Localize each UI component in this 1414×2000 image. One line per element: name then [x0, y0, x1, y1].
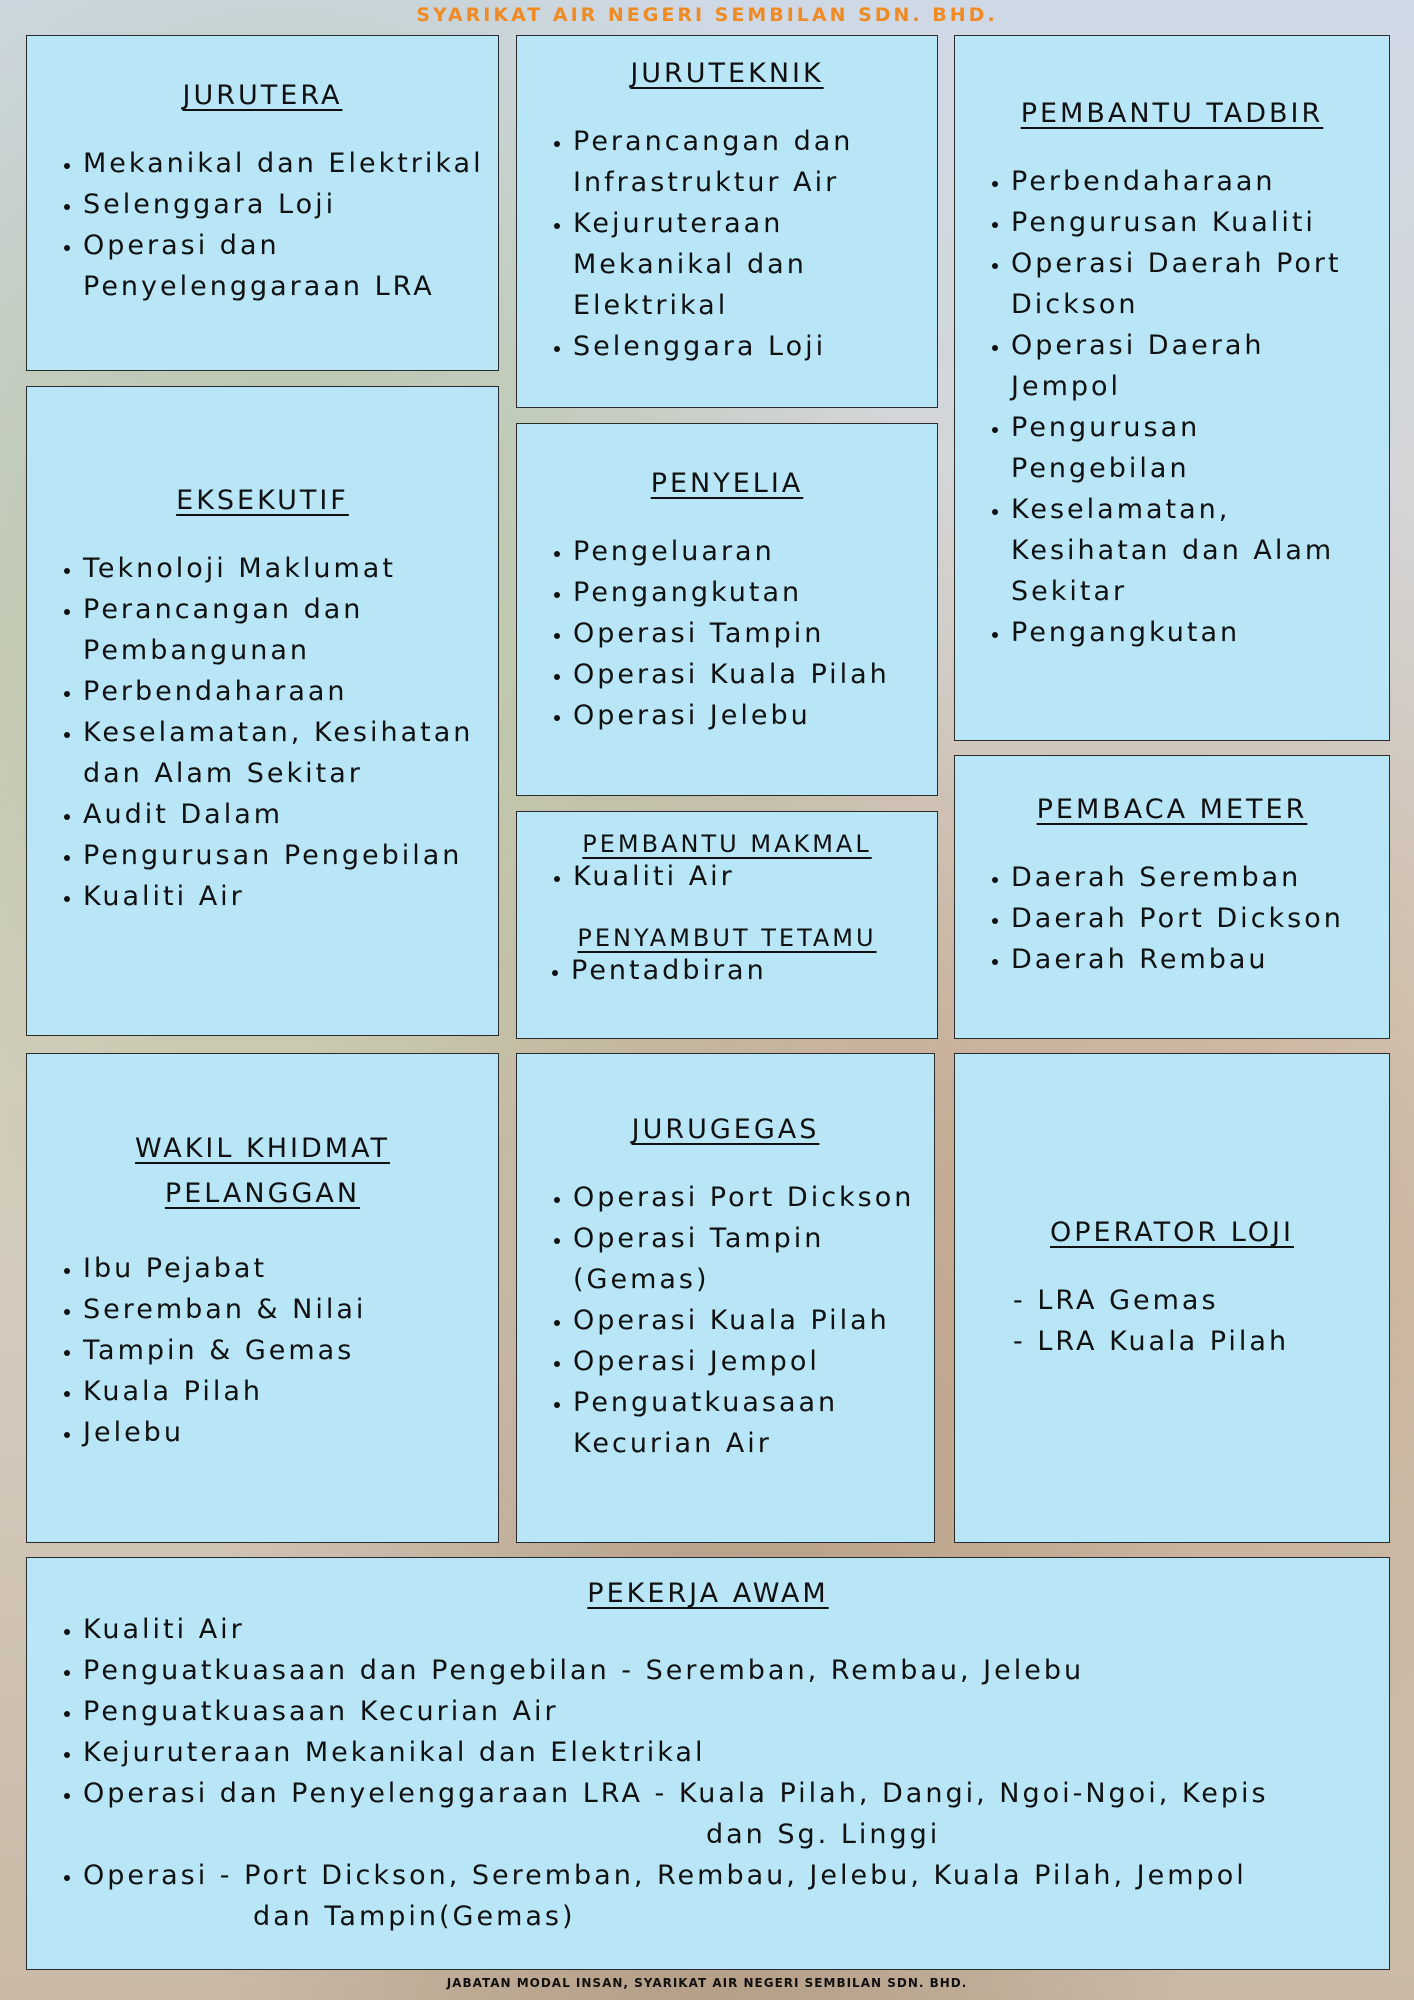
card-eksekutif	[26, 386, 499, 1036]
card-penyelia	[516, 423, 938, 796]
card-title: PEMBACA METER	[1036, 794, 1308, 825]
lra-line-1: • Operasi dan Penyelenggaraan LRA - Kuala Pilah, Dangi, Ngoi-Ngoi, Kepis	[83, 1778, 1269, 1809]
list-item: • Operasi Daerah Port Dickson	[1011, 243, 1369, 325]
item-list	[517, 1177, 934, 1464]
item-list	[517, 858, 937, 896]
list-item: • Daerah Port Dickson	[1011, 898, 1389, 939]
ops-line-2: dan Tampin(Gemas)	[253, 1901, 576, 1932]
list-item: • Kualiti Air	[573, 858, 937, 896]
card-pembaca-meter	[954, 755, 1390, 1039]
card-title: PEMBANTU TADBIR	[1020, 98, 1324, 129]
list-item: • Operasi Tampin (Gemas)	[573, 1218, 924, 1300]
list-item: • Pengurusan Kualiti	[1011, 202, 1369, 243]
list-item: • Jelebu	[83, 1412, 498, 1453]
item-list	[27, 1609, 1389, 1937]
card-title: JURUGEGAS	[631, 1114, 820, 1145]
item-list	[27, 548, 498, 917]
card-title: PEKERJA AWAM	[587, 1578, 829, 1609]
list-item: • Operasi Jempol	[573, 1341, 924, 1382]
item-list	[955, 1280, 1389, 1362]
list-item: • Audit Dalam	[83, 794, 488, 835]
list-item: • Operasi Daerah Jempol	[1011, 325, 1369, 407]
page-footer: JABATAN MODAL INSAN, SYARIKAT AIR NEGERI SEMBILAN SDN. BHD.	[446, 1976, 968, 1990]
list-item: • Keselamatan, Kesihatan dan Alam Sekitar	[1011, 489, 1369, 612]
list-item: • Penguatkuasaan Kecurian Air	[573, 1382, 924, 1464]
list-item: • Operasi Kuala Pilah	[573, 1300, 924, 1341]
card-title: JURUTEKNIK	[630, 58, 824, 89]
list-item: • Mekanikal dan Elektrikal	[83, 143, 498, 184]
card-pekerja-awam	[26, 1557, 1390, 1970]
list-item: • Pengurusan Pengebilan	[1011, 407, 1369, 489]
card-title: JURUTERA	[182, 80, 343, 111]
list-item: • Ibu Pejabat	[83, 1248, 498, 1289]
card-wakil-khidmat	[26, 1053, 499, 1543]
list-item: • Selenggara Loji	[573, 326, 897, 367]
list-item: • Operasi Tampin	[573, 613, 937, 654]
card-jurutera	[26, 35, 499, 371]
list-item	[83, 1773, 1389, 1855]
list-item: • Operasi Port Dickson	[573, 1177, 924, 1218]
list-item: • Perbendaharaan	[83, 671, 488, 712]
card-jurugegas	[516, 1053, 935, 1543]
card-title: EKSEKUTIF	[176, 485, 349, 516]
item-list	[517, 952, 937, 990]
card-pembantu-tadbir	[954, 35, 1390, 741]
list-item: • Pengeluaran	[573, 531, 937, 572]
list-item: • Tampin & Gemas	[83, 1330, 498, 1371]
card-juruteknik	[516, 35, 938, 408]
card-title: PEMBANTU MAKMAL	[582, 830, 872, 858]
list-item: • Operasi Jelebu	[573, 695, 937, 736]
list-item: • Kualiti Air	[83, 876, 488, 917]
ops-line-1: • Operasi - Port Dickson, Seremban, Rembau, Jelebu, Kuala Pilah, Jempol	[83, 1860, 1247, 1891]
list-item: • Teknoloji Maklumat	[83, 548, 488, 589]
card-operator-loji	[954, 1053, 1390, 1543]
list-item: • Perbendaharaan	[1011, 161, 1369, 202]
item-list	[517, 531, 937, 736]
list-item: • Pengurusan Pengebilan	[83, 835, 488, 876]
card-title: WAKIL KHIDMAT PELANGGAN	[135, 1133, 390, 1209]
list-item: • Daerah Seremban	[1011, 857, 1389, 898]
list-item: • Pengangkutan	[1011, 612, 1369, 653]
item-list	[955, 161, 1389, 653]
item-list	[27, 1248, 498, 1453]
list-item: • Penguatkuasaan dan Pengebilan - Seremban, Rembau, Jelebu	[83, 1650, 1389, 1691]
list-item: • Kuala Pilah	[83, 1371, 498, 1412]
list-item: • Perancangan dan Pembangunan	[83, 589, 488, 671]
list-item: • Operasi dan Penyelenggaraan LRA	[83, 225, 498, 307]
list-item: • Keselamatan, Kesihatan dan Alam Sekitar	[83, 712, 488, 794]
list-item: • Pentadbiran	[571, 952, 937, 990]
item-list	[955, 857, 1389, 980]
card-makmal-tetamu	[516, 811, 938, 1039]
list-item: • Pengangkutan	[573, 572, 937, 613]
list-item: • Kejuruteraan Mekanikal dan Elektrikal	[83, 1732, 1389, 1773]
list-item: • Selenggara Loji	[83, 184, 498, 225]
list-item: - LRA Kuala Pilah	[1013, 1326, 1290, 1357]
page-header: SYARIKAT AIR NEGERI SEMBILAN SDN. BHD.	[416, 4, 998, 26]
card-title: PENYELIA	[650, 468, 804, 499]
lra-line-2: dan Sg. Linggi	[706, 1819, 941, 1850]
card-title: OPERATOR LOJI	[1050, 1217, 1294, 1248]
list-item: • Penguatkuasaan Kecurian Air	[83, 1691, 1389, 1732]
list-item: • Daerah Rembau	[1011, 939, 1389, 980]
list-item: • Operasi Kuala Pilah	[573, 654, 937, 695]
card-title: PENYAMBUT TETAMU	[577, 924, 877, 952]
list-item	[83, 1855, 1389, 1937]
list-item: • Seremban & Nilai	[83, 1289, 498, 1330]
list-item: • Kualiti Air	[83, 1609, 1389, 1650]
list-item: • Perancangan dan Infrastruktur Air	[573, 121, 897, 203]
item-list	[517, 121, 937, 367]
item-list	[27, 143, 498, 307]
list-item: • Kejuruteraan Mekanikal dan Elektrikal	[573, 203, 897, 326]
list-item: - LRA Gemas	[1013, 1285, 1219, 1316]
